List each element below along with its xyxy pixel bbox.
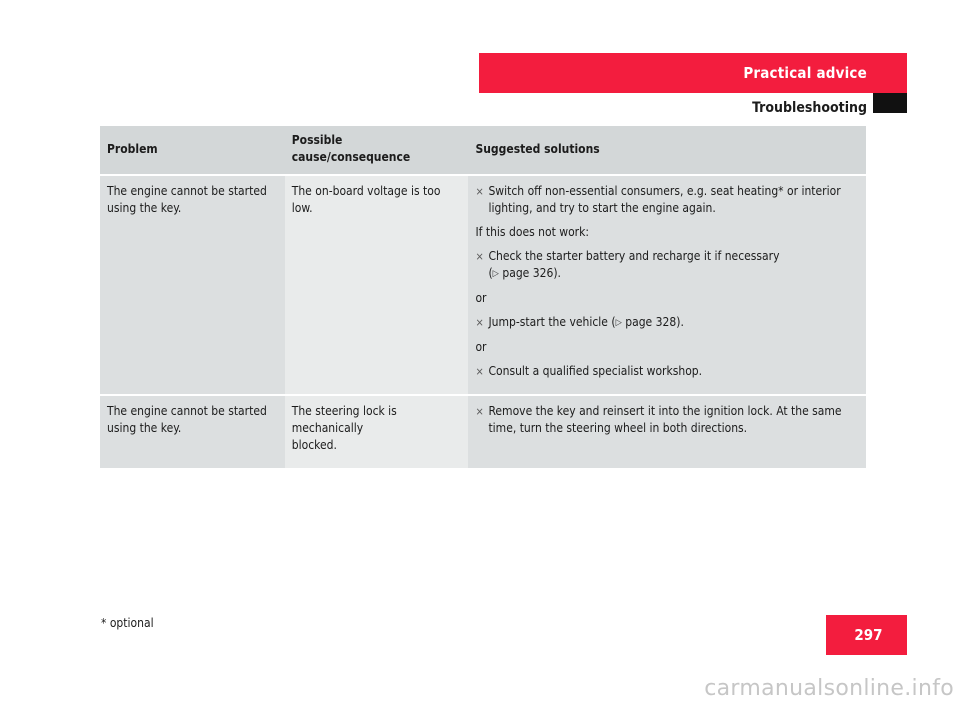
thumb-index-tab	[873, 93, 907, 113]
solutions-cell	[468, 176, 866, 396]
section-header-bar	[479, 53, 907, 93]
condition-text: If this does not work:	[475, 225, 590, 239]
section-title: Practical advice	[743, 64, 867, 82]
column-header-problem: Problem	[100, 126, 285, 176]
solution-step: ⨯ Jump-start the vehicle (▷ page 328).	[475, 315, 684, 329]
step-arrow-icon: ⨯	[475, 185, 484, 198]
step-arrow-icon: ⨯	[475, 250, 484, 263]
solution-step: ⨯ Consult a qualified specialist workshop.	[475, 364, 703, 378]
table-header-row	[100, 126, 866, 176]
page-reference-link[interactable]: page 328).	[625, 315, 684, 329]
cause-cell: The steering lock is mechanically blocked.	[285, 396, 469, 468]
column-header-solutions: Suggested solutions	[468, 126, 866, 176]
cause-cell: The on-board voltage is too low.	[285, 176, 469, 396]
footnote: * optional	[101, 616, 154, 630]
column-header-cause: Possible cause/consequence	[285, 126, 469, 176]
table-row	[100, 176, 866, 396]
solution-step: ⨯ Remove the key and reinsert it into the ignition lock. At the same time, turn the steering wheel in both directions.	[475, 404, 842, 435]
page-reference-link[interactable]: page 326).	[502, 266, 561, 280]
step-arrow-icon: ⨯	[475, 405, 484, 418]
step-arrow-icon: ⨯	[475, 316, 484, 329]
problem-cell: The engine cannot be started using the key.	[100, 176, 285, 396]
watermark: carmanualsonline.info	[704, 676, 954, 701]
table-row	[100, 396, 866, 468]
step-arrow-icon: ⨯	[475, 365, 484, 378]
solution-step: ⨯ Switch off non-essential consumers, e.g. seat heating* or interior lighting, and try to start the engine again.	[475, 184, 841, 215]
page-number: 297	[826, 615, 907, 655]
solution-step: ⨯ Check the starter battery and recharge it if necessary (▷ page 326).	[475, 249, 780, 280]
problem-cell: The engine cannot be started using the key.	[100, 396, 285, 468]
or-text: or	[475, 291, 487, 305]
subsection-title: Troubleshooting	[752, 100, 867, 116]
or-text: or	[475, 340, 487, 354]
solutions-cell	[468, 396, 866, 468]
page-reference-icon: ▷	[492, 269, 499, 279]
troubleshooting-table	[100, 126, 866, 468]
page-reference-icon: ▷	[615, 318, 622, 328]
